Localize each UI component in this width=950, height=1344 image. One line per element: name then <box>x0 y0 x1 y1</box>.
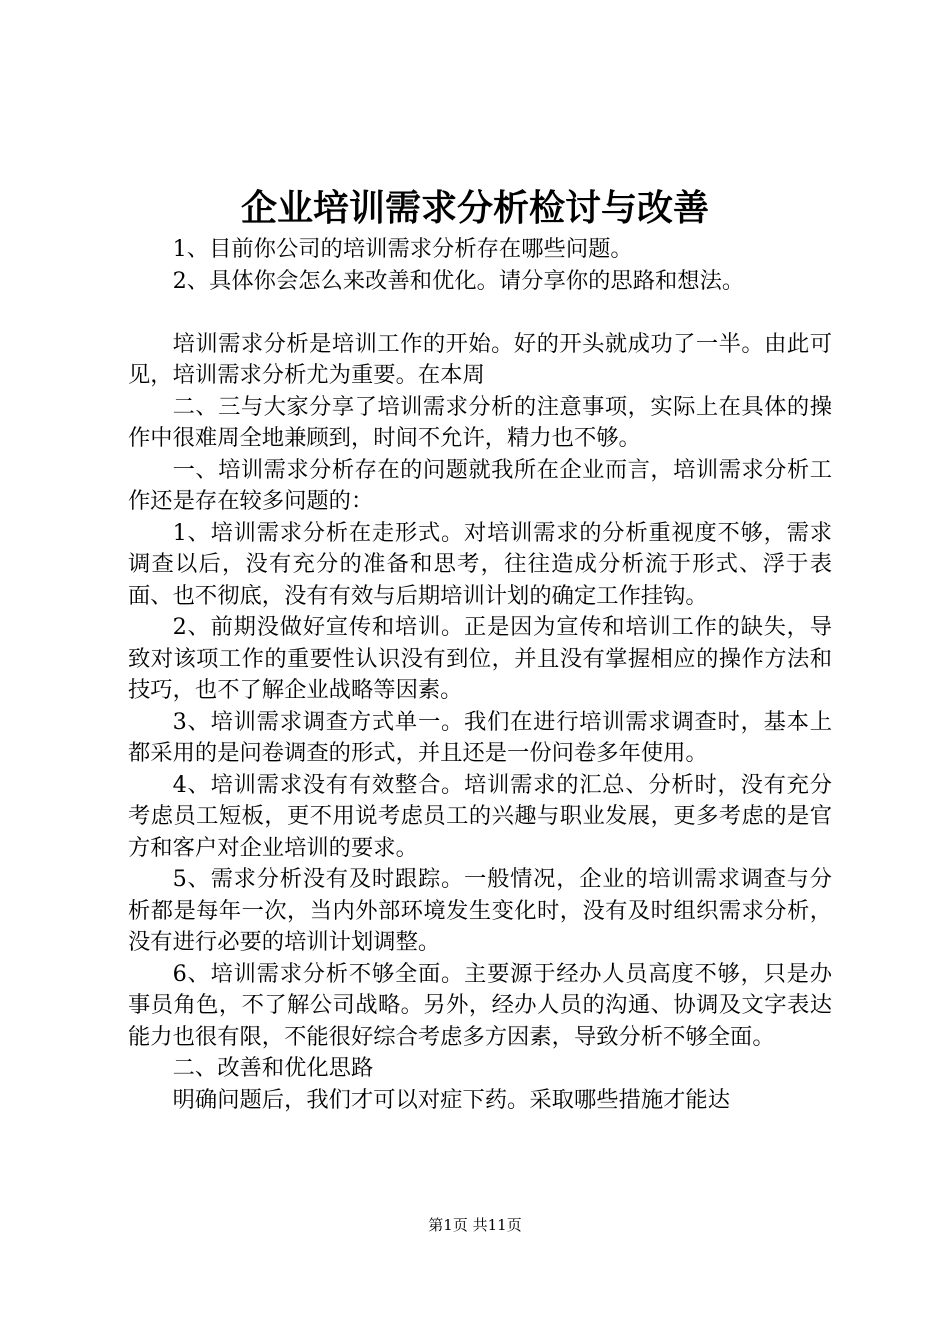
paragraph-problem-3: 3、培训需求调查方式单一。我们在进行培训需求调查时，基本上都采用的是问卷调查的形式，并且还是一份问卷多年使用。 <box>128 708 832 766</box>
paragraph-problem-1: 1、培训需求分析在走形式。对培训需求的分析重视度不够，需求调查以后，没有充分的准备和思考，往往造成分析流于形式、浮于表面、也不彻底，没有有效与后期培训计划的确定工作挂钩。 <box>128 519 832 609</box>
paragraph-intro: 培训需求分析是培训工作的开始。好的开头就成功了一半。由此可见，培训需求分析尤为重要。在本周 <box>128 330 832 388</box>
paragraph-problem-4: 4、培训需求没有有效整合。培训需求的汇总、分析时，没有充分考虑员工短板，更不用说考虑员工的兴趣与职业发展，更多考虑的是官方和客户对企业培训的要求。 <box>128 771 832 861</box>
document-title: 企业培训需求分析检讨与改善 <box>240 187 709 229</box>
paragraph-problem-2: 2、前期没做好宣传和培训。正是因为宣传和培训工作的缺失，导致对该项工作的重要性认识没有到位，并且没有掌握相应的操作方法和技巧，也不了解企业战略等因素。 <box>128 614 832 703</box>
paragraph-question-1: 1、目前你公司的培训需求分析存在哪些问题。 <box>172 236 633 262</box>
paragraph-question-2: 2、具体你会怎么来改善和优化。请分享你的思路和想法。 <box>172 267 745 294</box>
paragraph-problem-5: 5、需求分析没有及时跟踪。一般情况，企业的培训需求调查与分析都是每年一次，当内外部环境发生变化时，没有及时组织需求分析，没有进行必要的培训计划调整。 <box>128 866 832 955</box>
section-heading-improvement: 二、改善和优化思路 <box>172 1055 374 1081</box>
paragraph-intro-continued: 二、三与大家分享了培训需求分析的注意事项，实际上在具体的操作中很难周全地兼顾到，时间不允许，精力也不够。 <box>128 393 832 451</box>
paragraph-improvement-intro: 明确问题后，我们才可以对症下药。采取哪些措施才能达 <box>172 1086 731 1113</box>
document-body <box>128 234 832 1116</box>
paragraph-problem-6: 6、培训需求分析不够全面。主要源于经办人员高度不够，只是办事员角色，不了解公司战略。另外，经办人员的沟通、协调及文字表达能力也很有限，不能很好综合考虑多方因素，导致分析不够全面。 <box>128 960 832 1050</box>
section-heading-problems: 一、培训需求分析存在的问题就我所在企业而言，培训需求分析工作还是存在较多问题的： <box>128 456 832 514</box>
page-footer: 第1页 共11页 <box>428 1216 522 1234</box>
blank-line <box>128 297 832 329</box>
